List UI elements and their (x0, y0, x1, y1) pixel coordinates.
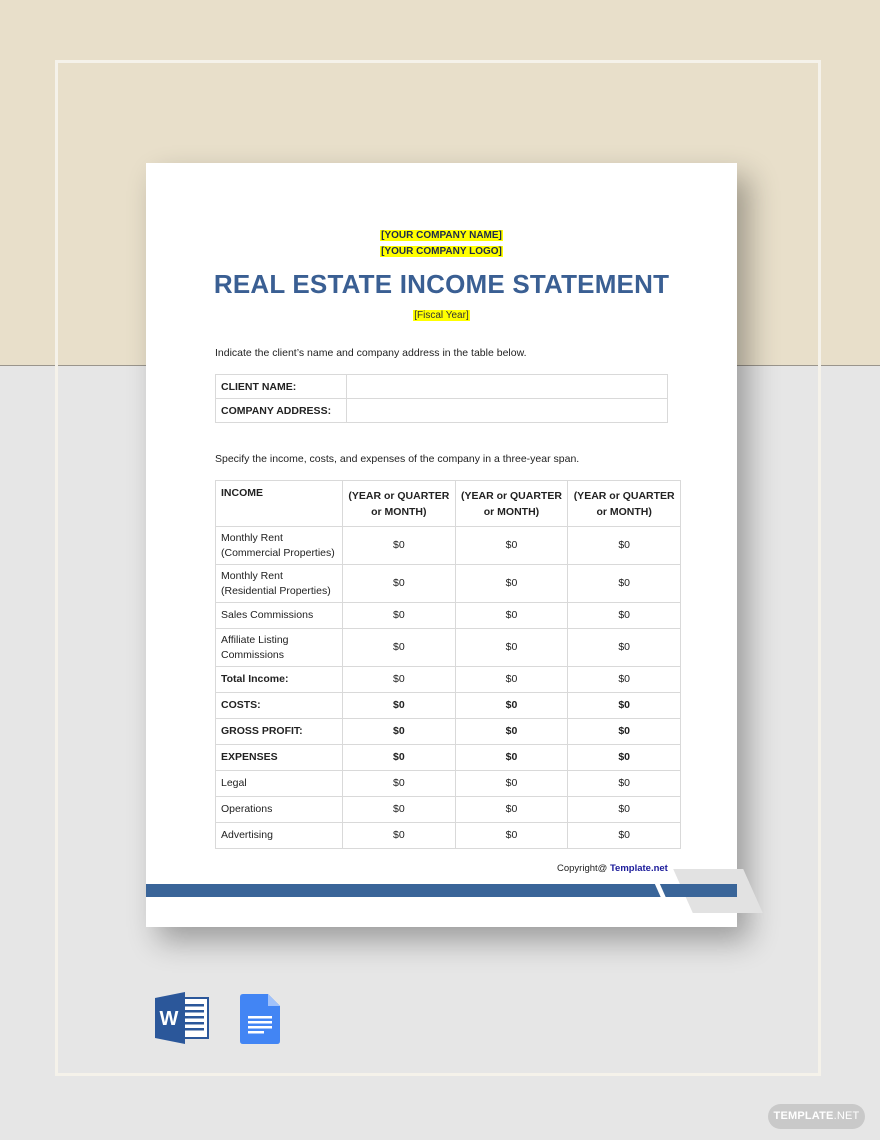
table-row-expenses (216, 745, 681, 771)
row-label: Total Income: (216, 667, 343, 693)
cell-value: $0 (568, 823, 681, 849)
row-label: Advertising (216, 823, 343, 849)
cell-value: $0 (568, 603, 681, 629)
cell-value: $0 (343, 693, 456, 719)
cell-value: $0 (455, 565, 568, 603)
cell-value: $0 (343, 823, 456, 849)
client-name-field[interactable] (347, 375, 668, 399)
row-label: EXPENSES (216, 745, 343, 771)
row-label: Operations (216, 797, 343, 823)
cell-value: $0 (568, 565, 681, 603)
row-label: COSTS: (216, 693, 343, 719)
cell-value: $0 (343, 565, 456, 603)
cell-value: $0 (455, 667, 568, 693)
cell-value: $0 (455, 693, 568, 719)
cell-value: $0 (568, 693, 681, 719)
column-header: (YEAR or QUARTER or MONTH) (568, 481, 681, 527)
svg-text:W: W (159, 1008, 179, 1030)
cell-value: $0 (568, 667, 681, 693)
company-logo: [YOUR COMPANY LOGO] (381, 246, 502, 257)
table-header-row (216, 481, 681, 527)
row-label: Sales Commissions (216, 603, 343, 629)
table-row-costs (216, 693, 681, 719)
income-instruction: Specify the income, costs, and expenses of the company in a three-year span. (215, 453, 580, 465)
table-row-gross-profit (216, 719, 681, 745)
cell-value: $0 (455, 527, 568, 565)
copyright-notice: Copyright@ Template.net (557, 863, 668, 874)
row-label: Monthly Rent (Residential Properties) (216, 565, 343, 603)
microsoft-word-icon[interactable] (155, 992, 209, 1044)
table-row-total-income (216, 667, 681, 693)
cell-value: $0 (455, 823, 568, 849)
table-row (216, 603, 681, 629)
cell-value: $0 (568, 629, 681, 667)
table-row (216, 565, 681, 603)
cell-value: $0 (455, 745, 568, 771)
cell-value: $0 (343, 719, 456, 745)
table-row (216, 823, 681, 849)
cell-value: $0 (568, 771, 681, 797)
row-label: Monthly Rent (Commercial Properties) (216, 527, 343, 565)
table-row (216, 771, 681, 797)
client-instruction: Indicate the client’s name and company address in the table below. (215, 347, 527, 359)
cell-value: $0 (343, 797, 456, 823)
cell-value: $0 (568, 527, 681, 565)
cell-value: $0 (568, 797, 681, 823)
google-docs-icon[interactable] (240, 994, 280, 1044)
cell-value: $0 (343, 667, 456, 693)
document-preview (146, 163, 737, 927)
cell-value: $0 (343, 745, 456, 771)
table-row (216, 629, 681, 667)
company-name: [YOUR COMPANY NAME] (381, 230, 502, 241)
cell-value: $0 (343, 527, 456, 565)
income-table (215, 480, 681, 849)
table-row (216, 797, 681, 823)
cell-value: $0 (455, 797, 568, 823)
template-net-badge[interactable]: TEMPLATE.NET (768, 1104, 865, 1129)
cell-value: $0 (343, 603, 456, 629)
company-address-label: COMPANY ADDRESS: (216, 399, 347, 423)
client-name-label: CLIENT NAME: (216, 375, 347, 399)
company-placeholder (146, 227, 737, 259)
footer-bar (146, 884, 737, 897)
cell-value: $0 (455, 719, 568, 745)
client-table (215, 374, 668, 423)
column-header: (YEAR or QUARTER or MONTH) (455, 481, 568, 527)
cell-value: $0 (343, 629, 456, 667)
document-title: REAL ESTATE INCOME STATEMENT (213, 269, 670, 299)
row-label: Legal (216, 771, 343, 797)
cell-value: $0 (455, 603, 568, 629)
company-address-field[interactable] (347, 399, 668, 423)
row-label: Affiliate Listing Commissions (216, 629, 343, 667)
cell-value: $0 (568, 719, 681, 745)
column-header: (YEAR or QUARTER or MONTH) (343, 481, 456, 527)
table-row (216, 399, 668, 423)
template-net-link[interactable]: Template.net (609, 863, 668, 874)
cell-value: $0 (455, 771, 568, 797)
cell-value: $0 (568, 745, 681, 771)
fiscal-year: [Fiscal Year] (414, 310, 469, 321)
cell-value: $0 (455, 629, 568, 667)
row-label: GROSS PROFIT: (216, 719, 343, 745)
cell-value: $0 (343, 771, 456, 797)
column-header: INCOME (216, 481, 343, 527)
table-row (216, 375, 668, 399)
table-row (216, 527, 681, 565)
